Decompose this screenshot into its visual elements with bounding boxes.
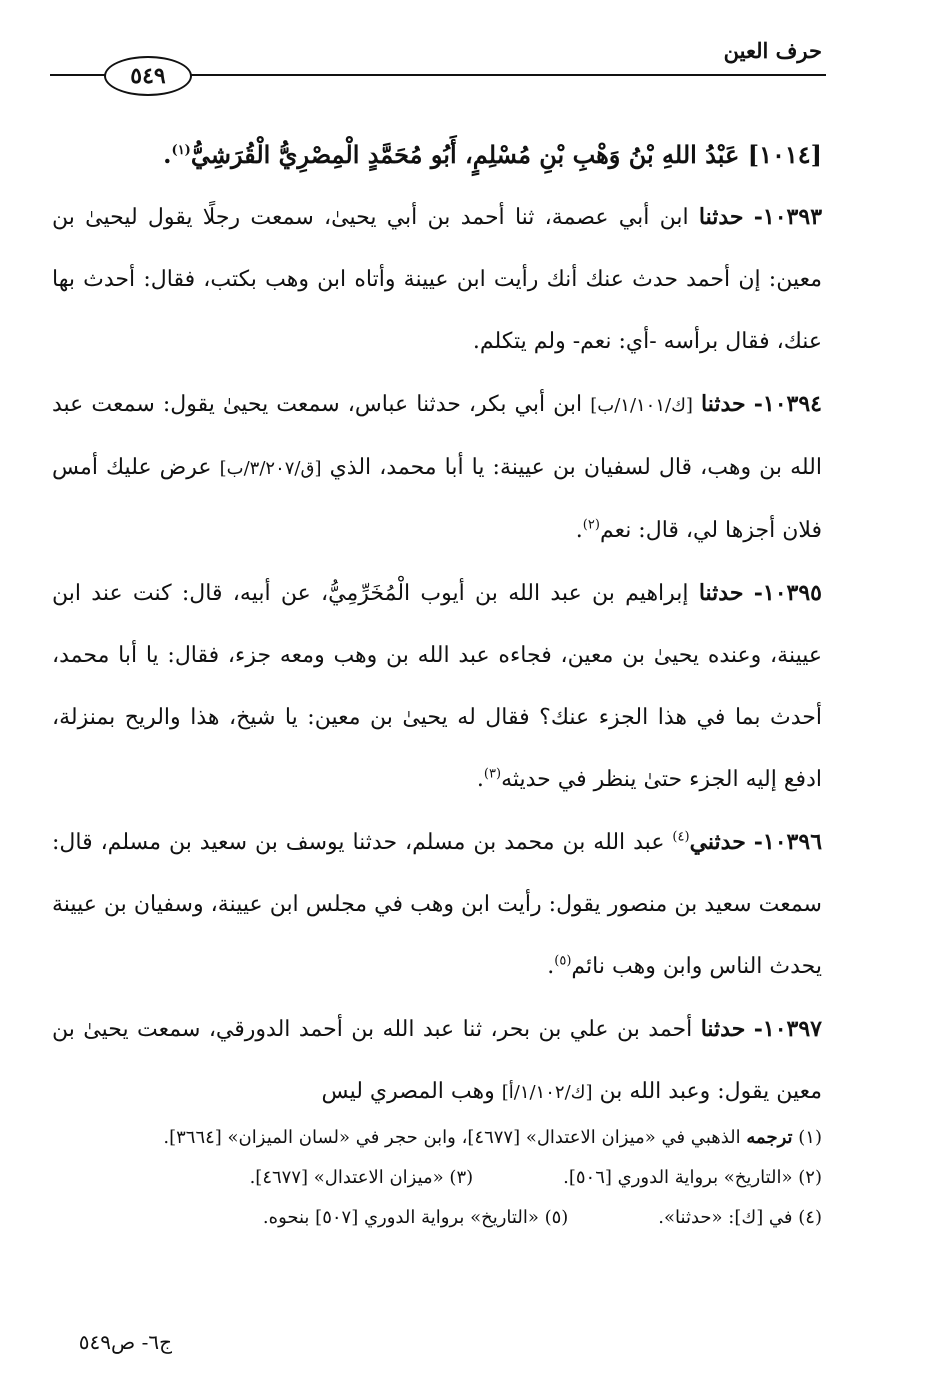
entry-title — [52, 124, 822, 186]
manuscript-ref: [ك/١/١٠٢/أ] — [501, 1082, 593, 1103]
narration-text-cont: عرض عليك أمس فلان أجزها لي، قال: نعم — [52, 455, 822, 543]
footnote-5: (٥) «التاريخ» برواية الدوري [٥٠٧] بنحوه. — [262, 1207, 569, 1228]
narration-number: ١٠٣٩٧- — [753, 1016, 822, 1042]
narration-lead: حدثنا — [701, 391, 746, 417]
narration-number: ١٠٣٩٤- — [753, 391, 822, 417]
narration-text: ابن أبي عصمة، ثنا أحمد بن أبي يحيىٰ، سمعت رجلًا يقول ليحيىٰ بن معين: إن أحمد حدث عنك أنك رأيت ابن عيينة وأتاه ابن وهب بكتب، فقال: أحدث بها عنك، فقال برأسه -أي: نعم- ولم يتكلم. — [52, 205, 822, 354]
footnotes — [60, 1118, 822, 1238]
paragraph-10394 — [52, 373, 822, 562]
page-number-badge — [104, 56, 192, 96]
entry-title-text: [١٠١٤] عَبْدُ اللهِ بْنُ وَهْبِ بْنِ مُسْلِمٍ، أَبُو مُحَمَّدٍ الْمِصْرِيُّ الْقُرَشِيُّ — [190, 140, 822, 169]
footnote-label: ترجمه — [746, 1127, 793, 1148]
entry-title-end: . — [163, 140, 172, 169]
footnote-row-2-3 — [60, 1158, 822, 1198]
volume-page-reference: ج٦- ص٥٤٩ — [78, 1330, 172, 1354]
footnote-4: (٤) في [ك]: «حدثنا». — [658, 1207, 822, 1228]
footnote-3: (٣) «ميزان الاعتدال» [٤٦٧٧]. — [249, 1167, 474, 1188]
narration-lead: حدثني — [689, 829, 746, 855]
page-number: ٥٤٩ — [130, 63, 166, 89]
narration-text-cont: وهب المصري ليس — [321, 1079, 495, 1104]
narration-text: عبد الله بن محمد بن مسلم، حدثنا يوسف بن سعيد بن مسلم، قال: سمعت سعيد بن منصور يقول: رأيت ابن وهب في مجلس ابن عيينة، وسفيان بن عيينة يحدث الناس وابن وهب نائم — [52, 830, 822, 979]
narration-number: ١٠٣٩٣- — [753, 204, 823, 230]
manuscript-ref: [ق/٣/٢٠٧/ب] — [219, 458, 322, 479]
narration-end: . — [476, 767, 484, 792]
footnote-number: (١) — [798, 1127, 822, 1148]
footnote-marker: (١) — [171, 143, 191, 158]
running-header-title: حرف العين — [723, 38, 822, 63]
narration-lead: حدثنا — [700, 1016, 746, 1042]
footnote-text: الذهبي في «ميزان الاعتدال» [٤٦٧٧]، وابن حجر في «لسان الميزان» [٣٦٦٤]. — [163, 1127, 741, 1148]
paragraph-10397 — [52, 998, 822, 1124]
narration-text: أحمد بن علي بن بحر، ثنا عبد الله بن أحمد الدورقي، سمعت يحيىٰ بن معين يقول: وعبد الله بن — [52, 1017, 822, 1104]
narration-lead: حدثنا — [698, 204, 744, 230]
narration-number: ١٠٣٩٦- — [753, 829, 823, 855]
paragraph-10395 — [52, 562, 822, 811]
narration-end: . — [575, 518, 583, 543]
main-text — [52, 124, 822, 1124]
footnote-row-4-5 — [60, 1198, 822, 1238]
narration-end: . — [547, 954, 555, 979]
paragraph-10396 — [52, 811, 822, 998]
paragraph-10393 — [52, 186, 822, 373]
narration-text: إبراهيم بن عبد الله بن أيوب الْمُخَرِّمِيُّ، عن أبيه، قال: كنت عند ابن عيينة، وعنده يحيىٰ بن معين، فجاءه عبد الله بن وهب ومعه جزء، فقال: يا أبا محمد، أحدث بما في هذا الجزء عنك؟ فقال له يحيىٰ بن معين: يا شيخ، هذا والريح بمنزلة، ادفع إليه الجزء حتىٰ ينظر في حديثه — [52, 581, 822, 792]
footnote-marker: (٥) — [554, 953, 572, 969]
footnote-marker: (٢) — [582, 517, 600, 533]
footnote-1 — [60, 1118, 822, 1158]
narration-text: ابن أبي بكر، حدثنا عباس، سمعت يحيىٰ يقول: سمعت عبد الله بن وهب، قال لسفيان بن عيينة: يا أبا محمد، الذي — [52, 392, 822, 480]
manuscript-ref: [ك/١/١٠١/ب] — [590, 395, 693, 416]
narration-number: ١٠٣٩٥- — [753, 580, 822, 606]
footnote-marker: (٣) — [483, 766, 502, 782]
footnote-2: (٢) «التاريخ» برواية الدوري [٥٠٦]. — [563, 1167, 822, 1188]
footnote-marker: (٤) — [672, 829, 690, 845]
narration-lead: حدثنا — [698, 580, 744, 606]
